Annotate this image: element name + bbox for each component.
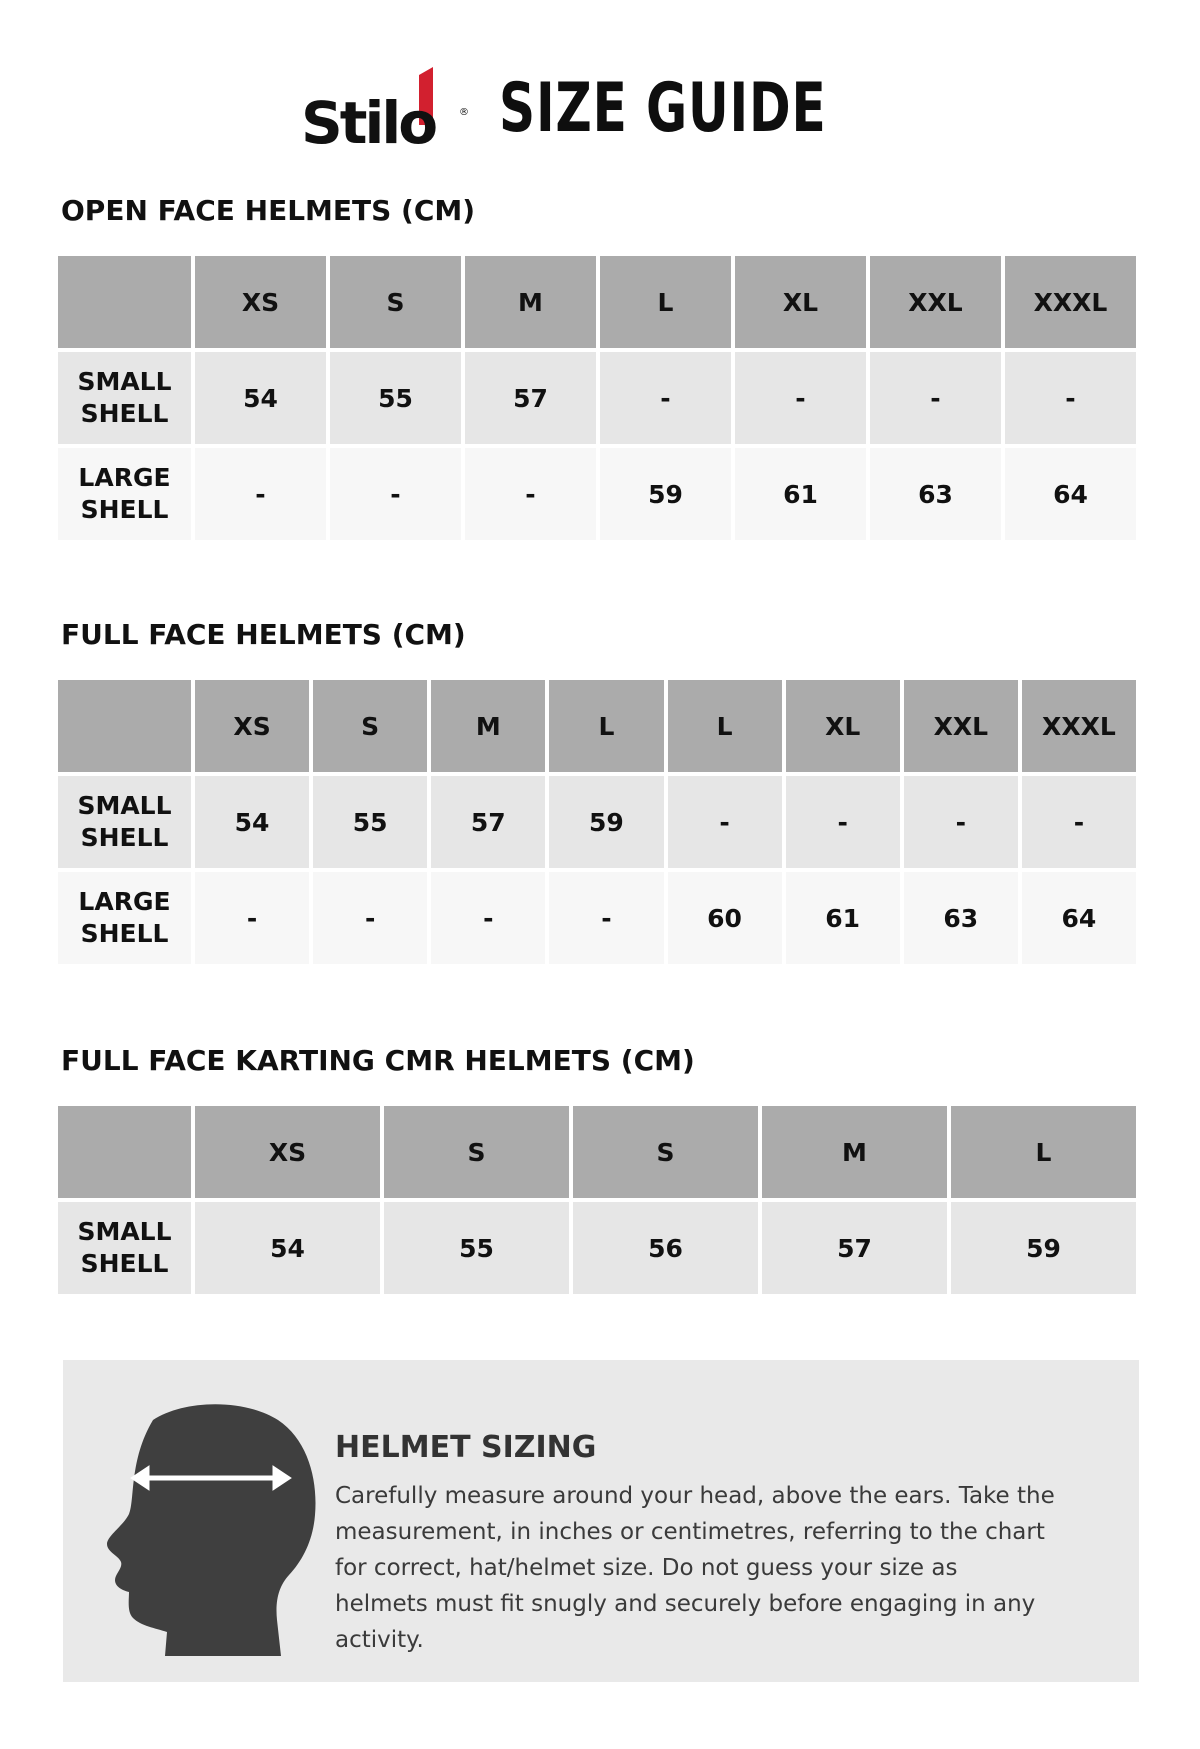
open-face-title: OPEN FACE HELMETS (CM) xyxy=(61,194,476,227)
size-header: L xyxy=(668,680,782,772)
size-header: M xyxy=(431,680,545,772)
karting-table xyxy=(54,1102,1140,1298)
row-label: LARGE SHELL xyxy=(58,448,191,540)
size-header: S xyxy=(573,1106,758,1198)
table-cell: - xyxy=(668,776,782,868)
size-header: M xyxy=(465,256,596,348)
size-header: XXXL xyxy=(1005,256,1136,348)
row-label: LARGE SHELL xyxy=(58,872,191,964)
corner-cell xyxy=(58,1106,191,1198)
size-header: M xyxy=(762,1106,947,1198)
table-cell: - xyxy=(549,872,663,964)
table-row xyxy=(58,776,1136,868)
table-cell: 54 xyxy=(195,1202,380,1294)
size-header: XL xyxy=(735,256,866,348)
size-header: XXL xyxy=(904,680,1018,772)
table-cell: 59 xyxy=(549,776,663,868)
table-cell: - xyxy=(786,776,900,868)
stilo-logo xyxy=(301,63,471,153)
karting-title: FULL FACE KARTING CMR HELMETS (CM) xyxy=(61,1044,695,1077)
size-header: XS xyxy=(195,1106,380,1198)
head-measure-icon xyxy=(93,1400,333,1656)
table-row xyxy=(58,352,1136,444)
table-cell: 59 xyxy=(600,448,731,540)
svg-text:Stilo: Stilo xyxy=(301,89,436,153)
size-header: S xyxy=(384,1106,569,1198)
table-cell: 63 xyxy=(870,448,1001,540)
full-face-title: FULL FACE HELMETS (CM) xyxy=(61,618,466,651)
size-header: S xyxy=(330,256,461,348)
table-cell: - xyxy=(195,448,326,540)
table-cell: 59 xyxy=(951,1202,1136,1294)
table-cell: - xyxy=(1005,352,1136,444)
table-cell: 57 xyxy=(431,776,545,868)
table-cell: 57 xyxy=(762,1202,947,1294)
row-label: SMALL SHELL xyxy=(58,1202,191,1294)
open-face-table xyxy=(54,252,1140,544)
table-cell: - xyxy=(735,352,866,444)
size-header: XS xyxy=(195,680,309,772)
size-header: S xyxy=(313,680,427,772)
table-cell: - xyxy=(600,352,731,444)
table-cell: - xyxy=(1022,776,1136,868)
page-title: SIZE GUIDE xyxy=(499,68,827,148)
size-header: XS xyxy=(195,256,326,348)
full-face-table xyxy=(54,676,1140,968)
size-header: XXL xyxy=(870,256,1001,348)
table-cell: - xyxy=(904,776,1018,868)
helmet-sizing-panel xyxy=(63,1360,1139,1682)
page-header xyxy=(0,58,1200,158)
table-cell: 57 xyxy=(465,352,596,444)
table-cell: 54 xyxy=(195,776,309,868)
table-row xyxy=(58,1202,1136,1294)
table-cell: 55 xyxy=(330,352,461,444)
table-cell: 61 xyxy=(735,448,866,540)
table-cell: 56 xyxy=(573,1202,758,1294)
corner-cell xyxy=(58,256,191,348)
table-cell: 55 xyxy=(384,1202,569,1294)
table-row xyxy=(58,872,1136,964)
size-header: L xyxy=(600,256,731,348)
size-header: XL xyxy=(786,680,900,772)
table-cell: 60 xyxy=(668,872,782,964)
size-header: XXXL xyxy=(1022,680,1136,772)
table-cell: - xyxy=(313,872,427,964)
table-cell: 54 xyxy=(195,352,326,444)
table-cell: - xyxy=(195,872,309,964)
table-cell: 64 xyxy=(1005,448,1136,540)
corner-cell xyxy=(58,680,191,772)
table-cell: 64 xyxy=(1022,872,1136,964)
table-cell: - xyxy=(330,448,461,540)
size-header: L xyxy=(951,1106,1136,1198)
table-cell: 55 xyxy=(313,776,427,868)
table-row xyxy=(58,448,1136,540)
row-label: SMALL SHELL xyxy=(58,352,191,444)
row-label: SMALL SHELL xyxy=(58,776,191,868)
table-cell: - xyxy=(870,352,1001,444)
helmet-sizing-title: HELMET SIZING xyxy=(335,1430,597,1465)
helmet-sizing-text: Carefully measure around your head, above the ears. Take the measurement, in inches or centimetres, referring to the chart for correct, hat/helmet size. Do not guess your size as helmets must fit snugly and securely before engaging in any activity. xyxy=(335,1483,1055,1653)
table-cell: - xyxy=(465,448,596,540)
size-header: L xyxy=(549,680,663,772)
table-cell: 61 xyxy=(786,872,900,964)
table-cell: - xyxy=(431,872,545,964)
table-cell: 63 xyxy=(904,872,1018,964)
svg-text:®: ® xyxy=(459,107,470,118)
